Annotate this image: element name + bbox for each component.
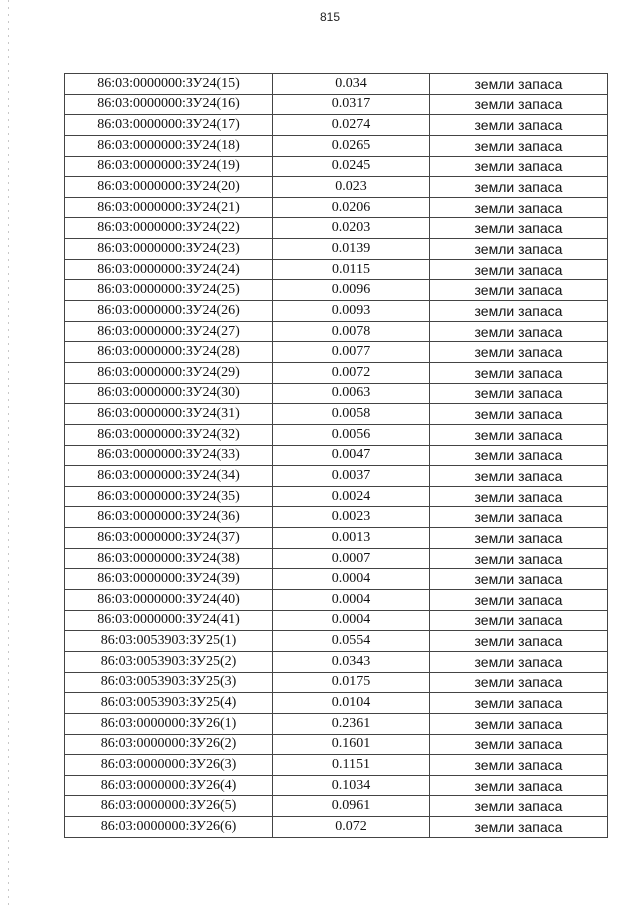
- plot-id-cell: 86:03:0000000:ЗУ24(21): [65, 197, 273, 218]
- plot-id-cell: 86:03:0000000:ЗУ26(4): [65, 775, 273, 796]
- plot-id-cell: 86:03:0000000:ЗУ24(17): [65, 115, 273, 136]
- area-cell: 0.0013: [273, 528, 430, 549]
- area-cell: 0.1151: [273, 755, 430, 776]
- land-category-cell: земли запаса: [430, 383, 608, 404]
- land-category-cell: земли запаса: [430, 239, 608, 260]
- table-row: [65, 424, 608, 445]
- area-cell: 0.0078: [273, 321, 430, 342]
- land-category-cell: земли запаса: [430, 590, 608, 611]
- area-cell: 0.072: [273, 817, 430, 838]
- plot-id-cell: 86:03:0053903:ЗУ25(2): [65, 651, 273, 672]
- plot-id-cell: 86:03:0000000:ЗУ26(6): [65, 817, 273, 838]
- area-cell: 0.0554: [273, 631, 430, 652]
- table-row: [65, 693, 608, 714]
- plot-id-cell: 86:03:0000000:ЗУ24(18): [65, 135, 273, 156]
- table-row: [65, 486, 608, 507]
- area-cell: 0.0206: [273, 197, 430, 218]
- area-cell: 0.0004: [273, 569, 430, 590]
- area-cell: 0.0047: [273, 445, 430, 466]
- table-row: [65, 156, 608, 177]
- table-row: [65, 548, 608, 569]
- table-row: [65, 383, 608, 404]
- land-category-cell: земли запаса: [430, 259, 608, 280]
- area-cell: 0.0072: [273, 362, 430, 383]
- area-cell: 0.0343: [273, 651, 430, 672]
- plot-id-cell: 86:03:0000000:ЗУ24(24): [65, 259, 273, 280]
- area-cell: 0.0317: [273, 94, 430, 115]
- land-category-cell: земли запаса: [430, 693, 608, 714]
- table-row: [65, 775, 608, 796]
- table-row: [65, 507, 608, 528]
- plot-id-cell: 86:03:0000000:ЗУ24(36): [65, 507, 273, 528]
- land-category-cell: земли запаса: [430, 755, 608, 776]
- land-category-cell: земли запаса: [430, 301, 608, 322]
- plot-id-cell: 86:03:0053903:ЗУ25(3): [65, 672, 273, 693]
- plot-id-cell: 86:03:0000000:ЗУ24(22): [65, 218, 273, 239]
- land-category-cell: земли запаса: [430, 362, 608, 383]
- area-cell: 0.2361: [273, 713, 430, 734]
- table-row: [65, 115, 608, 136]
- table-row: [65, 796, 608, 817]
- area-cell: 0.0093: [273, 301, 430, 322]
- land-category-cell: земли запаса: [430, 610, 608, 631]
- area-cell: 0.0037: [273, 466, 430, 487]
- table-row: [65, 135, 608, 156]
- table-body: [65, 74, 608, 838]
- table-row: [65, 651, 608, 672]
- plot-id-cell: 86:03:0000000:ЗУ24(37): [65, 528, 273, 549]
- table-row: [65, 94, 608, 115]
- area-cell: 0.1601: [273, 734, 430, 755]
- land-category-cell: земли запаса: [430, 672, 608, 693]
- table-row: [65, 321, 608, 342]
- table-row: [65, 259, 608, 280]
- plot-id-cell: 86:03:0053903:ЗУ25(1): [65, 631, 273, 652]
- plot-id-cell: 86:03:0000000:ЗУ26(2): [65, 734, 273, 755]
- land-category-cell: земли запаса: [430, 177, 608, 198]
- plot-id-cell: 86:03:0000000:ЗУ24(41): [65, 610, 273, 631]
- area-cell: 0.0023: [273, 507, 430, 528]
- scan-edge-artifact: [8, 0, 9, 905]
- table-row: [65, 734, 608, 755]
- table-row: [65, 610, 608, 631]
- land-category-cell: земли запаса: [430, 321, 608, 342]
- area-cell: 0.1034: [273, 775, 430, 796]
- page-number: 815: [319, 10, 341, 24]
- table-row: [65, 197, 608, 218]
- plot-id-cell: 86:03:0000000:ЗУ24(28): [65, 342, 273, 363]
- land-category-cell: земли запаса: [430, 569, 608, 590]
- land-category-cell: земли запаса: [430, 817, 608, 838]
- plot-id-cell: 86:03:0000000:ЗУ24(25): [65, 280, 273, 301]
- table-row: [65, 672, 608, 693]
- land-category-cell: земли запаса: [430, 651, 608, 672]
- area-cell: 0.0007: [273, 548, 430, 569]
- land-category-cell: земли запаса: [430, 445, 608, 466]
- area-cell: 0.0058: [273, 404, 430, 425]
- plot-id-cell: 86:03:0000000:ЗУ26(1): [65, 713, 273, 734]
- table-row: [65, 301, 608, 322]
- land-category-cell: земли запаса: [430, 713, 608, 734]
- plot-id-cell: 86:03:0000000:ЗУ24(34): [65, 466, 273, 487]
- plot-id-cell: 86:03:0000000:ЗУ24(27): [65, 321, 273, 342]
- land-category-cell: земли запаса: [430, 775, 608, 796]
- table-row: [65, 74, 608, 95]
- land-category-cell: земли запаса: [430, 115, 608, 136]
- land-category-cell: земли запаса: [430, 404, 608, 425]
- plot-id-cell: 86:03:0000000:ЗУ26(5): [65, 796, 273, 817]
- plot-id-cell: 86:03:0000000:ЗУ24(39): [65, 569, 273, 590]
- plot-id-cell: 86:03:0000000:ЗУ24(38): [65, 548, 273, 569]
- land-category-cell: земли запаса: [430, 466, 608, 487]
- area-cell: 0.0004: [273, 590, 430, 611]
- area-cell: 0.0265: [273, 135, 430, 156]
- plot-id-cell: 86:03:0000000:ЗУ24(35): [65, 486, 273, 507]
- table-row: [65, 280, 608, 301]
- table-row: [65, 528, 608, 549]
- area-cell: 0.0274: [273, 115, 430, 136]
- area-cell: 0.034: [273, 74, 430, 95]
- plot-id-cell: 86:03:0000000:ЗУ24(26): [65, 301, 273, 322]
- table-row: [65, 817, 608, 838]
- table-row: [65, 177, 608, 198]
- area-cell: 0.0004: [273, 610, 430, 631]
- area-cell: 0.0056: [273, 424, 430, 445]
- area-cell: 0.0077: [273, 342, 430, 363]
- table-row: [65, 631, 608, 652]
- plot-id-cell: 86:03:0000000:ЗУ24(29): [65, 362, 273, 383]
- plot-id-cell: 86:03:0000000:ЗУ24(30): [65, 383, 273, 404]
- land-category-cell: земли запаса: [430, 156, 608, 177]
- plot-id-cell: 86:03:0000000:ЗУ24(23): [65, 239, 273, 260]
- area-cell: 0.0096: [273, 280, 430, 301]
- table-row: [65, 445, 608, 466]
- land-category-cell: земли запаса: [430, 486, 608, 507]
- plot-id-cell: 86:03:0000000:ЗУ24(16): [65, 94, 273, 115]
- land-category-cell: земли запаса: [430, 280, 608, 301]
- land-plot-table: [64, 73, 608, 838]
- plot-id-cell: 86:03:0000000:ЗУ26(3): [65, 755, 273, 776]
- table-row: [65, 755, 608, 776]
- plot-id-cell: 86:03:0000000:ЗУ24(32): [65, 424, 273, 445]
- area-cell: 0.0104: [273, 693, 430, 714]
- land-category-cell: земли запаса: [430, 796, 608, 817]
- land-category-cell: земли запаса: [430, 218, 608, 239]
- plot-id-cell: 86:03:0053903:ЗУ25(4): [65, 693, 273, 714]
- area-cell: 0.0139: [273, 239, 430, 260]
- area-cell: 0.0115: [273, 259, 430, 280]
- plot-id-cell: 86:03:0000000:ЗУ24(40): [65, 590, 273, 611]
- land-category-cell: земли запаса: [430, 631, 608, 652]
- area-cell: 0.0175: [273, 672, 430, 693]
- table-row: [65, 218, 608, 239]
- table-row: [65, 239, 608, 260]
- land-category-cell: земли запаса: [430, 734, 608, 755]
- land-category-cell: земли запаса: [430, 197, 608, 218]
- plot-id-cell: 86:03:0000000:ЗУ24(33): [65, 445, 273, 466]
- table-row: [65, 404, 608, 425]
- area-cell: 0.0961: [273, 796, 430, 817]
- land-category-cell: земли запаса: [430, 548, 608, 569]
- table-row: [65, 713, 608, 734]
- area-cell: 0.0203: [273, 218, 430, 239]
- land-category-cell: земли запаса: [430, 74, 608, 95]
- table-row: [65, 569, 608, 590]
- area-cell: 0.0063: [273, 383, 430, 404]
- table-row: [65, 342, 608, 363]
- land-category-cell: земли запаса: [430, 528, 608, 549]
- land-category-cell: земли запаса: [430, 507, 608, 528]
- area-cell: 0.0245: [273, 156, 430, 177]
- land-category-cell: земли запаса: [430, 424, 608, 445]
- area-cell: 0.023: [273, 177, 430, 198]
- plot-id-cell: 86:03:0000000:ЗУ24(15): [65, 74, 273, 95]
- land-category-cell: земли запаса: [430, 135, 608, 156]
- land-category-cell: земли запаса: [430, 342, 608, 363]
- area-cell: 0.0024: [273, 486, 430, 507]
- plot-id-cell: 86:03:0000000:ЗУ24(19): [65, 156, 273, 177]
- table-row: [65, 466, 608, 487]
- plot-id-cell: 86:03:0000000:ЗУ24(20): [65, 177, 273, 198]
- table-row: [65, 590, 608, 611]
- table-row: [65, 362, 608, 383]
- plot-id-cell: 86:03:0000000:ЗУ24(31): [65, 404, 273, 425]
- land-category-cell: земли запаса: [430, 94, 608, 115]
